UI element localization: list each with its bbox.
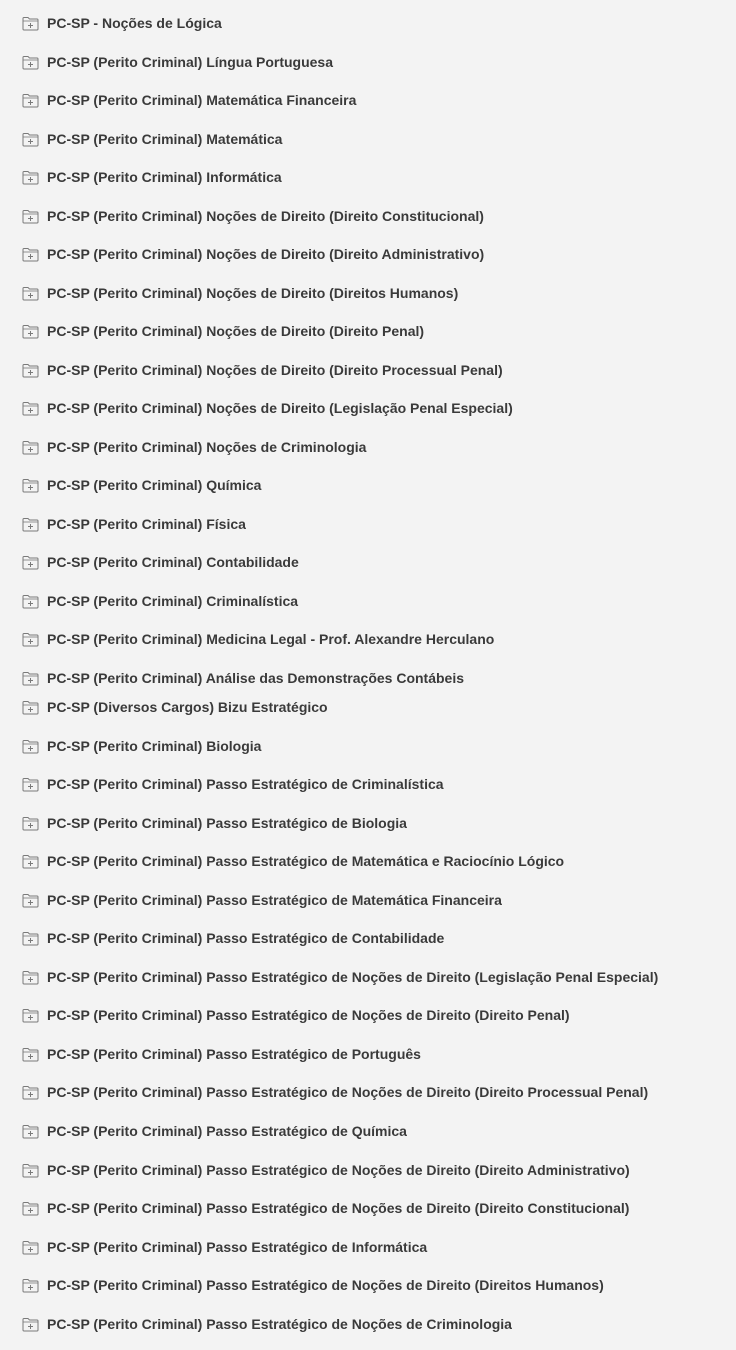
folder-plus-icon	[22, 1317, 39, 1332]
folder-plus-icon	[22, 16, 39, 31]
folder-item[interactable]	[22, 436, 366, 458]
folder-item[interactable]	[22, 1313, 512, 1335]
folder-item[interactable]	[22, 320, 424, 342]
folder-plus-icon	[22, 931, 39, 946]
folder-item[interactable]	[22, 696, 328, 718]
folder-item[interactable]	[22, 243, 484, 265]
folder-item[interactable]	[22, 359, 503, 381]
folder-plus-icon	[22, 517, 39, 532]
folder-label: PC-SP (Perito Criminal) Noções de Direito (Direito Administrativo)	[47, 246, 485, 262]
folder-item[interactable]	[22, 1081, 648, 1103]
folder-label: PC-SP (Perito Criminal) Passo Estratégico de Noções de Direito (Direito Processual Penal)	[47, 1084, 649, 1100]
folder-label: PC-SP (Perito Criminal) Noções de Criminologia	[47, 439, 367, 455]
folder-plus-icon	[22, 700, 39, 715]
folder-item[interactable]	[22, 1043, 421, 1065]
folder-plus-icon	[22, 555, 39, 570]
folder-plus-icon	[22, 170, 39, 185]
folder-label: PC-SP (Perito Criminal) Passo Estratégico de Português	[47, 1046, 421, 1062]
folder-plus-icon	[22, 401, 39, 416]
folder-plus-icon	[22, 93, 39, 108]
folder-item[interactable]	[22, 850, 564, 872]
folder-item[interactable]	[22, 12, 222, 34]
folder-plus-icon	[22, 854, 39, 869]
folder-label: PC-SP (Perito Criminal) Passo Estratégico de Noções de Direito (Legislação Penal Especial)	[47, 969, 659, 985]
folder-plus-icon	[22, 970, 39, 985]
folder-label: PC-SP (Perito Criminal) Passo Estratégico de Noções de Direito (Direitos Humanos)	[47, 1277, 604, 1293]
folder-plus-icon	[22, 1008, 39, 1023]
folder-plus-icon	[22, 324, 39, 339]
folder-item[interactable]	[22, 282, 458, 304]
folder-label: PC-SP (Perito Criminal) Passo Estratégico de Noções de Direito (Direito Constitucional)	[47, 1200, 630, 1216]
folder-item[interactable]	[22, 551, 299, 573]
folder-item[interactable]	[22, 513, 246, 535]
folder-plus-icon	[22, 1240, 39, 1255]
folder-plus-icon	[22, 286, 39, 301]
folder-item[interactable]	[22, 590, 298, 612]
folder-label: PC-SP (Perito Criminal) Química	[47, 477, 262, 493]
folder-item[interactable]	[22, 1120, 407, 1142]
folder-item[interactable]	[22, 397, 513, 419]
folder-label: PC-SP (Perito Criminal) Contabilidade	[47, 554, 299, 570]
folder-plus-icon	[22, 1201, 39, 1216]
folder-item[interactable]	[22, 89, 356, 111]
folder-label: PC-SP (Perito Criminal) Passo Estratégico de Noções de Criminologia	[47, 1316, 512, 1332]
folder-label: PC-SP (Perito Criminal) Informática	[47, 169, 282, 185]
folder-label: PC-SP (Perito Criminal) Passo Estratégico de Matemática e Raciocínio Lógico	[47, 853, 565, 869]
folder-label: PC-SP (Perito Criminal) Noções de Direito (Direitos Humanos)	[47, 285, 459, 301]
folder-plus-icon	[22, 440, 39, 455]
folder-plus-icon	[22, 1163, 39, 1178]
folder-label: PC-SP (Perito Criminal) Passo Estratégico de Matemática Financeira	[47, 892, 502, 908]
folder-label: PC-SP (Perito Criminal) Passo Estratégico de Criminalística	[47, 776, 444, 792]
folder-plus-icon	[22, 1278, 39, 1293]
folder-plus-icon	[22, 478, 39, 493]
folder-item[interactable]	[22, 128, 282, 150]
folder-label: PC-SP (Perito Criminal) Matemática	[47, 131, 283, 147]
folder-label: PC-SP (Perito Criminal) Língua Portuguesa	[47, 54, 334, 70]
folder-item[interactable]	[22, 1274, 604, 1296]
folder-label: PC-SP (Perito Criminal) Análise das Demonstrações Contábeis	[47, 670, 465, 686]
folder-plus-icon	[22, 594, 39, 609]
folder-label: PC-SP (Perito Criminal) Passo Estratégico de Química	[47, 1123, 407, 1139]
folder-label: PC-SP (Perito Criminal) Medicina Legal - Prof. Alexandre Herculano	[47, 631, 495, 647]
folder-label: PC-SP (Perito Criminal) Noções de Direito (Legislação Penal Especial)	[47, 400, 513, 416]
folder-plus-icon	[22, 209, 39, 224]
folder-item[interactable]	[22, 1236, 427, 1258]
folder-label: PC-SP (Perito Criminal) Física	[47, 516, 246, 532]
folder-plus-icon	[22, 247, 39, 262]
folder-plus-icon	[22, 132, 39, 147]
folder-label: PC-SP (Perito Criminal) Noções de Direito (Direito Constitucional)	[47, 208, 484, 224]
folder-label: PC-SP (Perito Criminal) Noções de Direito (Direito Penal)	[47, 323, 425, 339]
folder-label: PC-SP (Diversos Cargos) Bizu Estratégico	[47, 699, 328, 715]
folder-label: PC-SP - Noções de Lógica	[47, 15, 222, 31]
folder-label: PC-SP (Perito Criminal) Matemática Financeira	[47, 92, 357, 108]
folder-label: PC-SP (Perito Criminal) Passo Estratégico de Contabilidade	[47, 930, 445, 946]
folder-item[interactable]	[22, 1004, 570, 1026]
folder-plus-icon	[22, 816, 39, 831]
folder-item[interactable]	[22, 889, 502, 911]
folder-item[interactable]	[22, 966, 658, 988]
folder-label: PC-SP (Perito Criminal) Criminalística	[47, 593, 299, 609]
folder-item[interactable]	[22, 166, 282, 188]
folder-item[interactable]	[22, 1197, 629, 1219]
folder-item[interactable]	[22, 205, 484, 227]
folder-item[interactable]	[22, 474, 261, 496]
folder-item[interactable]	[22, 927, 444, 949]
folder-plus-icon	[22, 1124, 39, 1139]
folder-plus-icon	[22, 1085, 39, 1100]
folder-plus-icon	[22, 363, 39, 378]
folder-plus-icon	[22, 632, 39, 647]
folder-item[interactable]	[22, 812, 407, 834]
folder-item[interactable]	[22, 773, 444, 795]
folder-plus-icon	[22, 1047, 39, 1062]
folder-label: PC-SP (Perito Criminal) Passo Estratégico de Biologia	[47, 815, 407, 831]
folder-plus-icon	[22, 893, 39, 908]
folder-label: PC-SP (Perito Criminal) Passo Estratégico de Informática	[47, 1239, 428, 1255]
folder-item[interactable]	[22, 735, 261, 757]
folder-item[interactable]	[22, 667, 464, 689]
folder-item[interactable]	[22, 1159, 630, 1181]
folder-label: PC-SP (Perito Criminal) Passo Estratégico de Noções de Direito (Direito Administrativo)	[47, 1162, 630, 1178]
folder-label: PC-SP (Perito Criminal) Noções de Direito (Direito Processual Penal)	[47, 362, 503, 378]
folder-label: PC-SP (Perito Criminal) Biologia	[47, 738, 262, 754]
folder-plus-icon	[22, 55, 39, 70]
folder-label: PC-SP (Perito Criminal) Passo Estratégico de Noções de Direito (Direito Penal)	[47, 1007, 570, 1023]
folder-plus-icon	[22, 777, 39, 792]
folder-item[interactable]	[22, 51, 333, 73]
folder-plus-icon	[22, 739, 39, 754]
folder-plus-icon	[22, 671, 39, 686]
folder-item[interactable]	[22, 628, 494, 650]
